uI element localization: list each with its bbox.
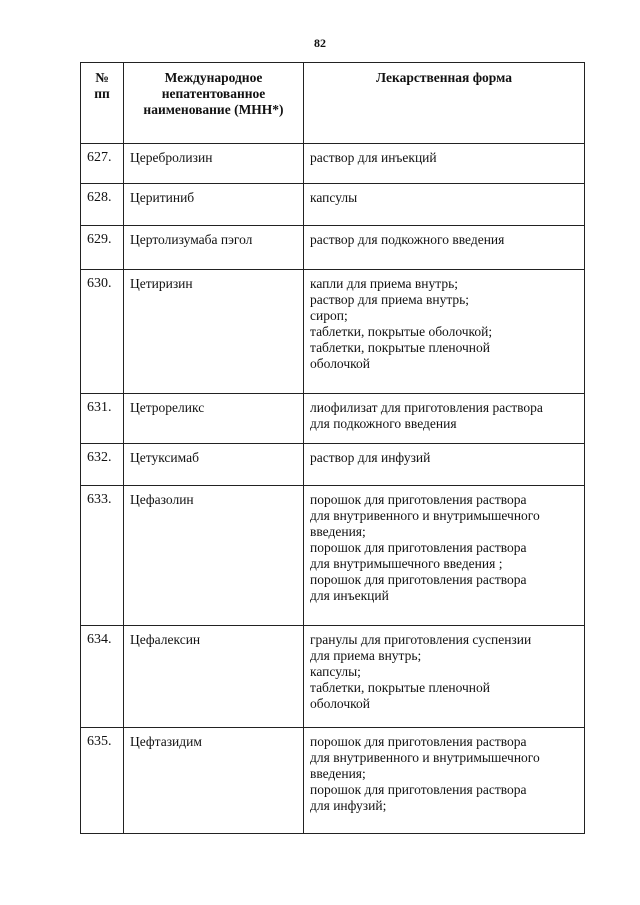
table-row xyxy=(81,270,585,394)
dosage-form-line: для подкожного введения xyxy=(310,416,457,431)
dosage-form-line: раствор для приема внутрь; xyxy=(310,292,470,307)
header-inn-name: Международное непатентованное наименование (МНН*) xyxy=(124,63,304,144)
row-number: 629. xyxy=(81,226,124,270)
row-inn-name: Цетуксимаб xyxy=(124,444,304,486)
dosage-form-line: для инъекций xyxy=(310,588,389,603)
dosage-form-line: для внутривенного и внутримышечного xyxy=(310,508,540,523)
header-number: № пп xyxy=(81,63,124,144)
dosage-form-line: оболочкой xyxy=(310,696,370,711)
row-inn-name: Цертолизумаба пэгол xyxy=(124,226,304,270)
dosage-form-line: для внутримышечного введения ; xyxy=(310,556,503,571)
table-row xyxy=(81,626,585,728)
row-inn-name: Цефалексин xyxy=(124,626,304,728)
dosage-form-line: гранулы для приготовления суспензии xyxy=(310,632,532,647)
dosage-form-line: порошок для приготовления раствора xyxy=(310,492,527,507)
table-row xyxy=(81,184,585,226)
dosage-form-line: порошок для приготовления раствора xyxy=(310,782,527,797)
dosage-form-line: капсулы xyxy=(310,190,358,205)
table-header-row xyxy=(81,63,585,144)
row-dosage-forms xyxy=(304,728,585,834)
dosage-form-line: порошок для приготовления раствора xyxy=(310,734,527,749)
row-number: 633. xyxy=(81,486,124,626)
row-inn-name: Цефазолин xyxy=(124,486,304,626)
table-body xyxy=(81,144,585,834)
table-row xyxy=(81,728,585,834)
table-row xyxy=(81,144,585,184)
dosage-form-line: для приема внутрь; xyxy=(310,648,422,663)
row-inn-name: Цефтазидим xyxy=(124,728,304,834)
dosage-form-line: введения; xyxy=(310,766,366,781)
dosage-form-line: для инфузий; xyxy=(310,798,387,813)
row-dosage-forms xyxy=(304,226,585,270)
dosage-form-line: раствор для подкожного введения xyxy=(310,232,505,247)
dosage-form-line: капсулы; xyxy=(310,664,361,679)
row-dosage-forms xyxy=(304,184,585,226)
row-dosage-forms xyxy=(304,394,585,444)
dosage-form-line: оболочкой xyxy=(310,356,370,371)
dosage-form-line: введения; xyxy=(310,524,366,539)
table-row xyxy=(81,444,585,486)
row-number: 631. xyxy=(81,394,124,444)
row-inn-name: Цетиризин xyxy=(124,270,304,394)
table-row xyxy=(81,486,585,626)
row-inn-name: Цетрореликс xyxy=(124,394,304,444)
dosage-form-line: таблетки, покрытые оболочкой; xyxy=(310,324,493,339)
dosage-form-line: таблетки, покрытые пленочной xyxy=(310,680,491,695)
row-dosage-forms xyxy=(304,270,585,394)
row-number: 635. xyxy=(81,728,124,834)
dosage-form-line: порошок для приготовления раствора xyxy=(310,572,527,587)
row-dosage-forms xyxy=(304,444,585,486)
row-number: 628. xyxy=(81,184,124,226)
dosage-form-line: порошок для приготовления раствора xyxy=(310,540,527,555)
dosage-form-line: раствор для инфузий xyxy=(310,450,431,465)
row-dosage-forms xyxy=(304,486,585,626)
dosage-form-line: таблетки, покрытые пленочной xyxy=(310,340,491,355)
row-inn-name: Церебролизин xyxy=(124,144,304,184)
row-number: 634. xyxy=(81,626,124,728)
dosage-form-line: сироп; xyxy=(310,308,348,323)
dosage-form-line: для внутривенного и внутримышечного xyxy=(310,750,540,765)
page-number: 82 xyxy=(314,36,326,50)
dosage-form-line: капли для приема внутрь; xyxy=(310,276,458,291)
row-dosage-forms xyxy=(304,144,585,184)
row-number: 632. xyxy=(81,444,124,486)
row-dosage-forms xyxy=(304,626,585,728)
table-row xyxy=(81,394,585,444)
table-row xyxy=(81,226,585,270)
drug-table xyxy=(80,62,585,834)
dosage-form-line: раствор для инъекций xyxy=(310,150,437,165)
row-number: 630. xyxy=(81,270,124,394)
row-number: 627. xyxy=(81,144,124,184)
header-dosage-form: Лекарственная форма xyxy=(304,63,585,144)
row-inn-name: Церитиниб xyxy=(124,184,304,226)
dosage-form-line: лиофилизат для приготовления раствора xyxy=(310,400,543,415)
